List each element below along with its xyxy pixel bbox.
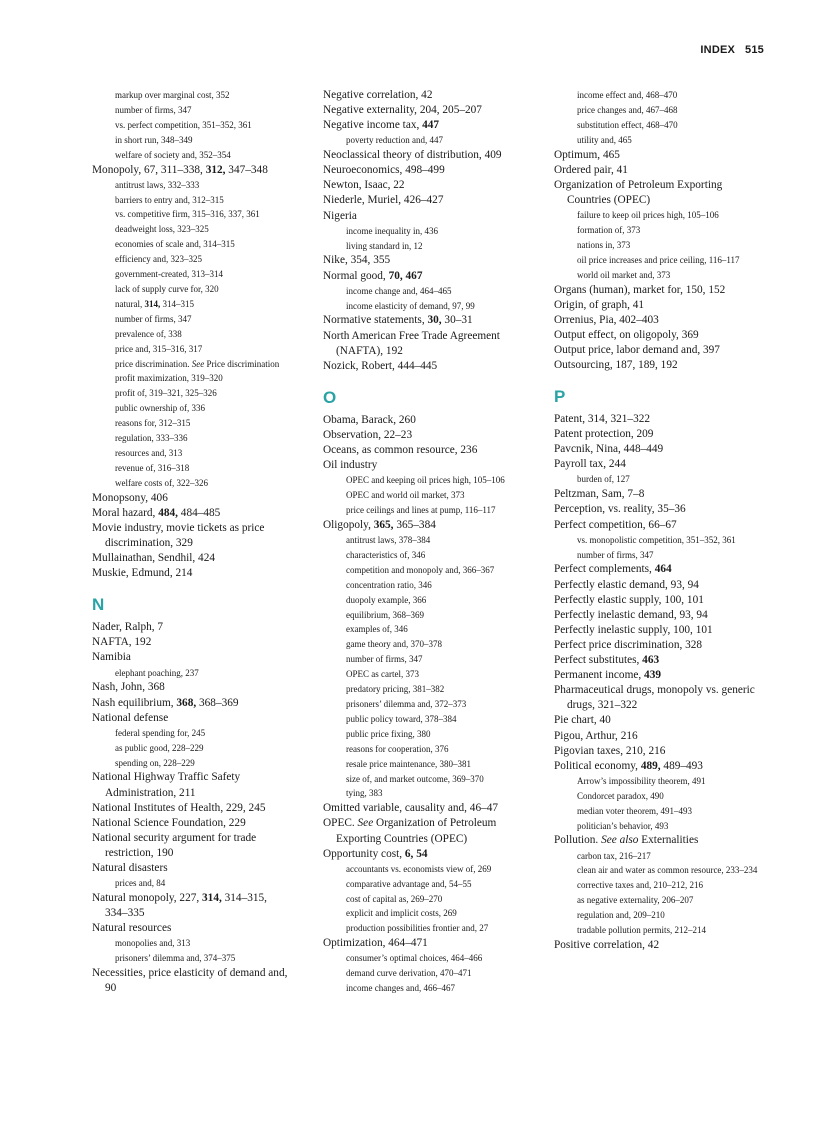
index-column-1 — [92, 88, 292, 996]
index-subentry: elephant poaching, 237 — [115, 667, 199, 678]
index-subentry: reasons for, 312–315 — [115, 418, 191, 429]
index-entry: Political economy, 489, 489–493 — [554, 759, 703, 772]
index-entry: Peltzman, Sam, 7–8 — [554, 488, 645, 501]
index-entry: Optimization, 464–471 — [323, 937, 428, 950]
index-subentry: as negative externality, 206–207 — [577, 895, 694, 906]
index-subentry: federal spending for, 245 — [115, 727, 206, 738]
index-entry: Moral hazard, 484, 484–485 — [92, 506, 221, 519]
index-subentry: prisoners’ dilemma and, 372–373 — [346, 699, 467, 709]
index-entry: Ordered pair, 41 — [554, 163, 628, 176]
index-subentry: deadweight loss, 323–325 — [115, 224, 209, 235]
index-entry: National Science Foundation, 229 — [92, 816, 246, 829]
index-entry: Neuroeconomics, 498–499 — [323, 164, 445, 177]
index-subentry: prisoners’ dilemma and, 374–375 — [115, 953, 236, 964]
index-subentry: as public good, 228–229 — [115, 742, 204, 753]
index-entry: Omitted variable, causality and, 46–47 — [323, 802, 499, 815]
index-entry: Normal good, 70, 467 — [323, 269, 423, 282]
index-entry: Natural disasters — [92, 861, 168, 874]
index-subentry: corrective taxes and, 210–212, 216 — [577, 880, 703, 891]
index-entry: Perfectly elastic demand, 93, 94 — [554, 578, 699, 591]
index-subentry: public price fixing, 380 — [346, 728, 431, 739]
header-title: INDEX — [700, 44, 736, 56]
index-subentry: utility and, 465 — [577, 134, 632, 145]
index-subentry: public policy toward, 378–384 — [346, 713, 457, 724]
index-subentry: reasons for cooperation, 376 — [346, 743, 449, 754]
letter-heading: P — [554, 387, 566, 407]
index-entry: Normative statements, 30, 30–31 — [323, 314, 473, 327]
index-entry: Pigovian taxes, 210, 216 — [554, 744, 666, 757]
index-entry: Organs (human), market for, 150, 152 — [554, 283, 726, 296]
index-subentry: profit of, 319–321, 325–326 — [115, 388, 217, 399]
index-entry: Pavcnik, Nina, 448–449 — [554, 443, 664, 456]
letter-heading: N — [92, 595, 105, 615]
index-subentry: lack of supply curve for, 320 — [115, 283, 219, 294]
index-entry: Nader, Ralph, 7 — [92, 621, 164, 634]
index-subentry: burden of, 127 — [577, 474, 630, 485]
index-entry: Outsourcing, 187, 189, 192 — [554, 359, 678, 371]
index-entry: Output price, labor demand and, 397 — [554, 343, 720, 356]
index-entry: Oceans, as common resource, 236 — [323, 444, 478, 457]
index-entry: Pigou, Arthur, 216 — [554, 729, 638, 742]
index-subentry: number of firms, 347 — [115, 313, 192, 324]
index-subentry: tradable pollution permits, 212–214 — [577, 925, 706, 936]
index-entry: Perfectly inelastic supply, 100, 101 — [554, 623, 713, 636]
index-entry: Natural monopoly, 227, 314, 314–315, 334–335 — [92, 891, 267, 920]
index-subentry: price changes and, 467–468 — [577, 104, 678, 115]
index-entry: Perfect substitutes, 463 — [554, 654, 660, 667]
index-subentry: failure to keep oil prices high, 105–106 — [577, 210, 719, 220]
index-column-2 — [323, 88, 533, 996]
index-subentry: predatory pricing, 381–382 — [346, 684, 445, 695]
index-entry: Mullainathan, Sendhil, 424 — [92, 552, 215, 565]
index-subentry: government-created, 313–314 — [115, 269, 223, 280]
index-entry: National Institutes of Health, 229, 245 — [92, 801, 266, 814]
index-entry: Pie chart, 40 — [554, 714, 611, 727]
index-entry: Nash equilibrium, 368, 368–369 — [92, 696, 239, 709]
index-entry: Nozick, Robert, 444–445 — [323, 359, 438, 372]
index-subentry: profit maximization, 319–320 — [115, 373, 223, 384]
index-subentry: price ceilings and lines at pump, 116–117 — [346, 505, 496, 516]
index-entry: Oligopoly, 365, 365–384 — [323, 518, 436, 531]
index-entry: National security argument for trade restriction, 190 — [92, 831, 257, 859]
index-subentry: nations in, 373 — [577, 239, 631, 250]
index-entry: Neoclassical theory of distribution, 409 — [323, 149, 502, 162]
index-subentry: monopolies and, 313 — [115, 938, 191, 949]
index-subentry: politician’s behavior, 493 — [577, 820, 669, 831]
index-subentry: formation of, 373 — [577, 224, 641, 235]
index-subentry: number of firms, 347 — [346, 654, 423, 665]
index-subentry: duopoly example, 366 — [346, 594, 427, 605]
index-subentry: in short run, 348–349 — [115, 134, 193, 145]
running-header — [700, 44, 764, 56]
index-subentry: spending on, 228–229 — [115, 757, 195, 768]
index-entry: Niederle, Muriel, 426–427 — [323, 194, 444, 207]
index-subentry: Condorcet paradox, 490 — [577, 790, 664, 801]
index-subentry: examples of, 346 — [346, 624, 408, 635]
index-entry: Negative externality, 204, 205–207 — [323, 104, 482, 117]
index-subentry: income elasticity of demand, 97, 99 — [346, 300, 475, 311]
index-subentry: resources and, 313 — [115, 447, 183, 458]
index-subentry: OPEC and keeping oil prices high, 105–106 — [346, 475, 505, 486]
index-entry: Natural resources — [92, 922, 172, 935]
index-subentry: vs. monopolistic competition, 351–352, 361 — [577, 534, 736, 545]
index-subentry: OPEC and world oil market, 373 — [346, 490, 465, 501]
index-subentry: Arrow’s impossibility theorem, 491 — [577, 775, 706, 786]
index-entry: Origin, of graph, 41 — [554, 298, 645, 311]
index-subentry: competition and monopoly and, 366–367 — [346, 564, 495, 575]
index-subentry: concentration ratio, 346 — [346, 579, 432, 590]
index-entry: Perfectly elastic supply, 100, 101 — [554, 593, 704, 606]
index-subentry: game theory and, 370–378 — [346, 639, 442, 650]
index-entry: Negative income tax, 447 — [323, 119, 440, 132]
index-entry: Movie industry, movie tickets as price discrimination, 329 — [92, 521, 265, 549]
index-subentry: oil price increases and price ceiling, 116–117 — [577, 254, 740, 265]
index-entry: Monopoly, 67, 311–338, 312, 347–348 — [92, 163, 268, 176]
index-subentry: welfare of society and, 352–354 — [115, 149, 231, 160]
index-entry: Nash, John, 368 — [92, 681, 165, 694]
index-subentry: carbon tax, 216–217 — [577, 850, 651, 861]
index-subentry: comparative advantage and, 54–55 — [346, 878, 472, 889]
index-subentry: efficiency and, 323–325 — [115, 254, 203, 265]
index-subentry: prevalence of, 338 — [115, 328, 182, 339]
index-entry: Perception, vs. reality, 35–36 — [554, 503, 686, 516]
index-subentry: income inequality in, 436 — [346, 225, 438, 236]
index-entry: National defense — [92, 711, 169, 724]
index-entry: OPEC. See Organization of Petroleum Exporting Countries (OPEC) — [323, 817, 497, 845]
index-entry: Perfect competition, 66–67 — [554, 518, 677, 531]
index-subentry: number of firms, 347 — [577, 549, 654, 560]
index-entry: Nigeria — [323, 209, 357, 222]
index-entry: Monopsony, 406 — [92, 491, 168, 504]
index-subentry: regulation and, 209–210 — [577, 910, 665, 921]
index-entry: Payroll tax, 244 — [554, 458, 626, 471]
index-subentry: antitrust laws, 332–333 — [115, 179, 200, 190]
index-entry: Positive correlation, 42 — [554, 938, 660, 951]
index-entry: Newton, Isaac, 22 — [323, 179, 405, 192]
index-entry: Necessities, price elasticity of demand and, 90 — [92, 967, 288, 995]
index-entry: Output effect, on oligopoly, 369 — [554, 328, 699, 341]
index-subentry: tying, 383 — [346, 788, 383, 799]
index-subentry: income effect and, 468–470 — [577, 90, 678, 100]
index-subentry: prices and, 84 — [115, 878, 166, 889]
index-entry: Opportunity cost, 6, 54 — [323, 847, 428, 860]
page-number: 515 — [745, 44, 764, 56]
index-entry: Observation, 22–23 — [323, 428, 413, 441]
letter-heading: O — [323, 387, 337, 407]
index-subentry: clean air and water as common resource, 233–234 — [577, 865, 758, 876]
index-entry: Muskie, Edmund, 214 — [92, 567, 193, 580]
index-entry: Permanent income, 439 — [554, 669, 661, 682]
index-subentry: accountants vs. economists view of, 269 — [346, 863, 492, 874]
index-subentry: consumer’s optimal choices, 464–466 — [346, 953, 483, 964]
index-entry: Optimum, 465 — [554, 148, 620, 161]
index-column-3 — [554, 88, 769, 953]
index-subentry: antitrust laws, 378–384 — [346, 535, 431, 546]
index-entry: Organization of Petroleum Exporting Countries (OPEC) — [554, 178, 723, 206]
index-subentry: regulation, 333–336 — [115, 433, 188, 444]
index-subentry: equilibrium, 368–369 — [346, 609, 424, 620]
index-entry: Perfectly inelastic demand, 93, 94 — [554, 608, 708, 621]
index-subentry: living standard in, 12 — [346, 240, 423, 251]
index-subentry: revenue of, 316–318 — [115, 462, 190, 473]
index-subentry: income change and, 464–465 — [346, 285, 452, 296]
index-subentry: cost of capital as, 269–270 — [346, 893, 443, 904]
index-subentry: welfare costs of, 322–326 — [115, 477, 208, 488]
index-entry: National Highway Traffic Safety Administration, 211 — [92, 771, 241, 799]
index-subentry: OPEC as cartel, 373 — [346, 669, 419, 680]
index-entry: Orrenius, Pia, 402–403 — [554, 313, 659, 326]
index-subentry: number of firms, 347 — [115, 104, 192, 115]
index-subentry: characteristics of, 346 — [346, 549, 426, 560]
index-subentry: markup over marginal cost, 352 — [115, 90, 230, 100]
index-subentry: price and, 315–316, 317 — [115, 343, 203, 354]
index-entry: Perfect complements, 464 — [554, 563, 672, 576]
index-subentry: production possibilities frontier and, 27 — [346, 923, 489, 934]
index-entry: Obama, Barack, 260 — [323, 413, 416, 426]
index-subentry: explicit and implicit costs, 269 — [346, 908, 457, 919]
index-subentry: median voter theorem, 491–493 — [577, 805, 692, 816]
index-subentry: vs. perfect competition, 351–352, 361 — [115, 119, 252, 130]
index-subentry: size of, and market outcome, 369–370 — [346, 773, 484, 784]
index-subentry: resale price maintenance, 380–381 — [346, 758, 471, 769]
index-subentry: world oil market and, 373 — [577, 269, 671, 280]
index-entry: North American Free Trade Agreement (NAFTA), 192 — [323, 329, 500, 357]
index-entry: Nike, 354, 355 — [323, 254, 391, 267]
index-subentry: economies of scale and, 314–315 — [115, 239, 235, 250]
index-entry: Patent protection, 209 — [554, 428, 654, 441]
index-entry: NAFTA, 192 — [92, 636, 152, 649]
index-subentry: substitution effect, 468–470 — [577, 119, 678, 130]
index-subentry: demand curve derivation, 470–471 — [346, 968, 472, 979]
index-subentry: public ownership of, 336 — [115, 403, 205, 414]
index-entry: Negative correlation, 42 — [323, 89, 433, 101]
index-entry: Patent, 314, 321–322 — [554, 413, 651, 426]
index-subentry: price discrimination. See Price discrimination — [115, 358, 280, 369]
index-entry: Namibia — [92, 651, 131, 664]
index-entry: Oil industry — [323, 459, 378, 472]
index-subentry: income changes and, 466–467 — [346, 983, 455, 994]
index-entry: Perfect price discrimination, 328 — [554, 638, 703, 651]
index-subentry: natural, 314, 314–315 — [115, 298, 194, 309]
index-subentry: vs. competitive firm, 315–316, 337, 361 — [115, 209, 260, 220]
index-subentry: barriers to entry and, 312–315 — [115, 194, 224, 205]
index-entry: Pharmaceutical drugs, monopoly vs. generic drugs, 321–322 — [554, 684, 755, 712]
index-subentry: poverty reduction and, 447 — [346, 135, 443, 146]
index-entry: Pollution. See also Externalities — [554, 834, 699, 847]
